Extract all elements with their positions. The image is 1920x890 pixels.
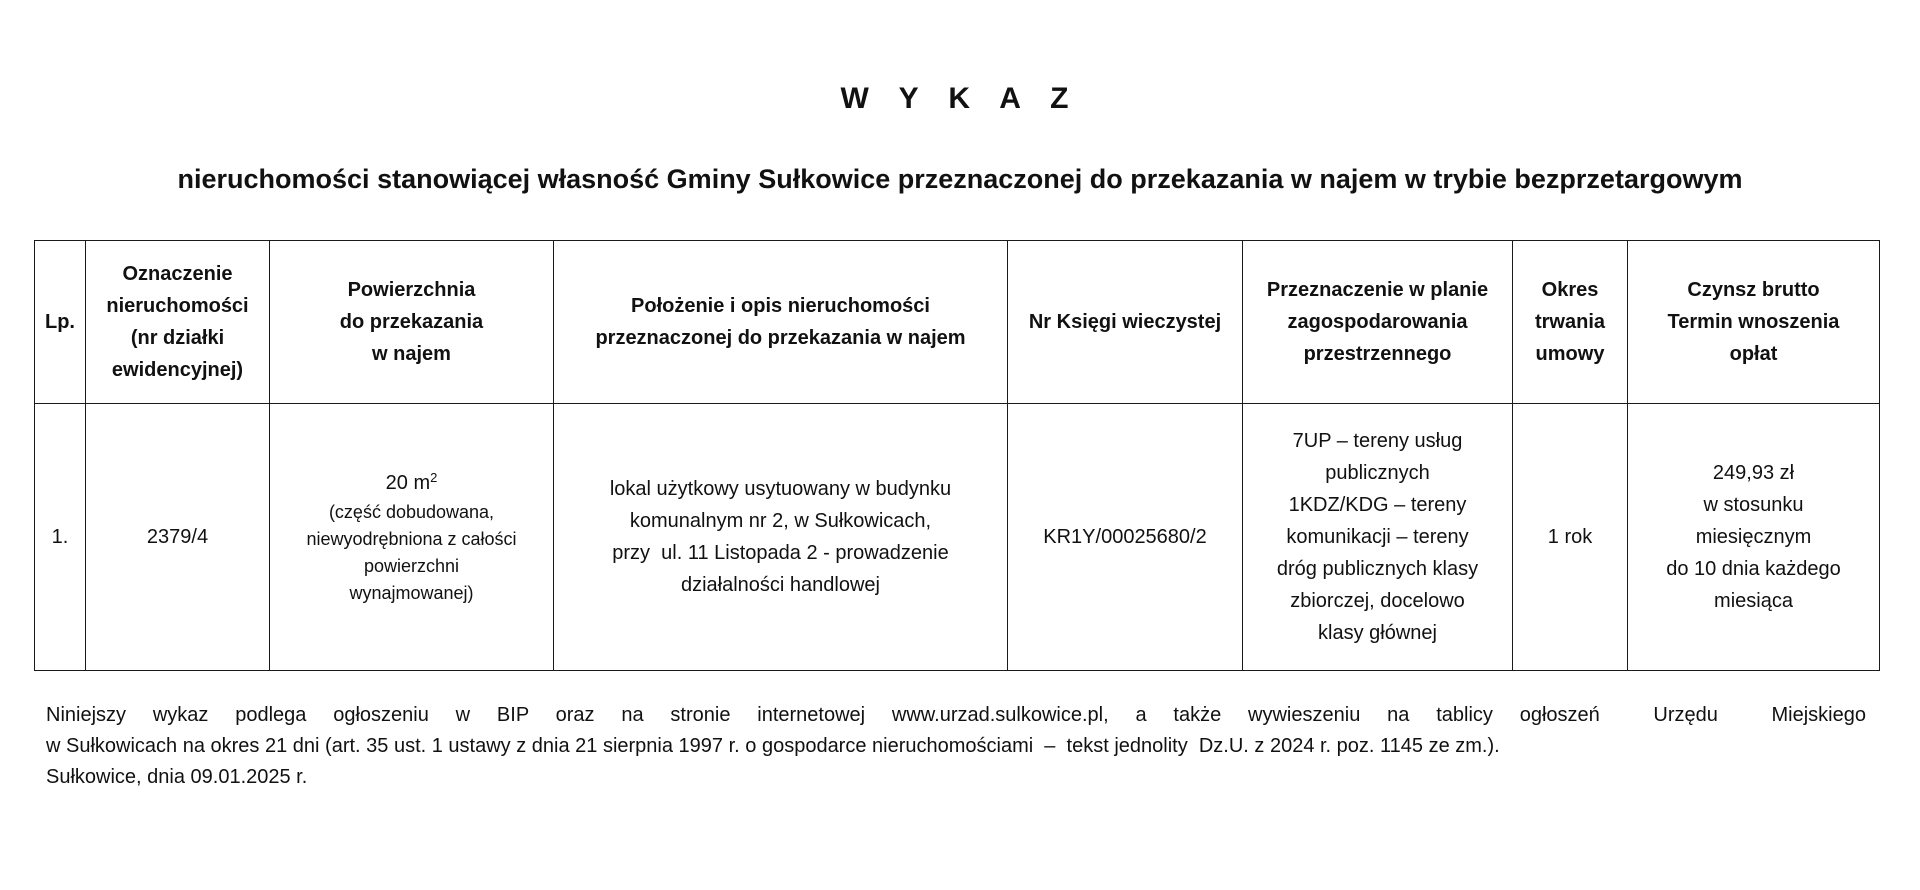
cell-czynsz: 249,93 zł w stosunku miesięcznym do 10 dnia każdego miesiąca — [1628, 404, 1880, 671]
footer-notice — [46, 700, 1866, 793]
document-subtitle: nieruchomości stanowiącej własność Gminy Sułkowice przeznaczonej do przekazania w najem w trybie bezprzetargowym — [177, 164, 1743, 194]
header-ksiega: Nr Księgi wieczystej — [1008, 241, 1243, 404]
header-powierzchnia: Powierzchnia do przekazania w najem — [270, 241, 554, 404]
table-header-row — [35, 241, 1880, 404]
cell-ksiega: KR1Y/00025680/2 — [1008, 404, 1243, 671]
cell-polozenie: lokal użytkowy usytuowany w budynku komunalnym nr 2, w Sułkowicach, przy ul. 11 Listopada 2 - prowadzenie działalności handlowej — [554, 404, 1008, 671]
footer-date: Sułkowice, dnia 09.01.2025 r. — [46, 766, 308, 788]
header-czynsz: Czynsz brutto Termin wnoszenia opłat — [1628, 241, 1880, 404]
property-table — [34, 240, 1880, 671]
document-title: W Y K A Z — [840, 82, 1080, 115]
header-okres: Okres trwania umowy — [1513, 241, 1628, 404]
cell-przeznaczenie: 7UP – tereny usług publicznych 1KDZ/KDG – tereny komunikacji – tereny dróg publicznych klasy zbiorczej, docelowo klasy głównej — [1243, 404, 1513, 671]
cell-lp: 1. — [35, 404, 86, 671]
footer-line: Niniejszy wykaz podlega ogłoszeniu w BIP oraz na stronie internetowej www.urzad.sulkowice.pl, a także wywieszeniu na tablicy ogłoszeń Urzędu Miejskiego — [46, 704, 1866, 726]
header-przeznaczenie: Przeznaczenie w planie zagospodarowania przestrzennego — [1243, 241, 1513, 404]
cell-powierzchnia: 20 $m^2$ (część dobudowana, niewyodrębniona z całości powierzchni wynajmowanej) — [270, 404, 554, 671]
header-oznaczenie: Oznaczenie nieruchomości (nr działki ewidencyjnej) — [86, 241, 270, 404]
header-polozenie: Położenie i opis nieruchomości przeznaczonej do przekazania w najem — [554, 241, 1008, 404]
area-value: 20 $m^2$ — [385, 470, 438, 494]
cell-oznaczenie: 2379/4 — [86, 404, 270, 671]
header-lp: Lp. — [35, 241, 86, 404]
footer-line: w Sułkowicach na okres 21 dni (art. 35 ust. 1 ustawy z dnia 21 sierpnia 1997 r. o gospodarce nieruchomościami – tekst jednolity Dz.U. z 2024 r. poz. 1145 ze zm.). — [46, 735, 1500, 757]
table-row — [35, 404, 1880, 671]
cell-okres: 1 rok — [1513, 404, 1628, 671]
